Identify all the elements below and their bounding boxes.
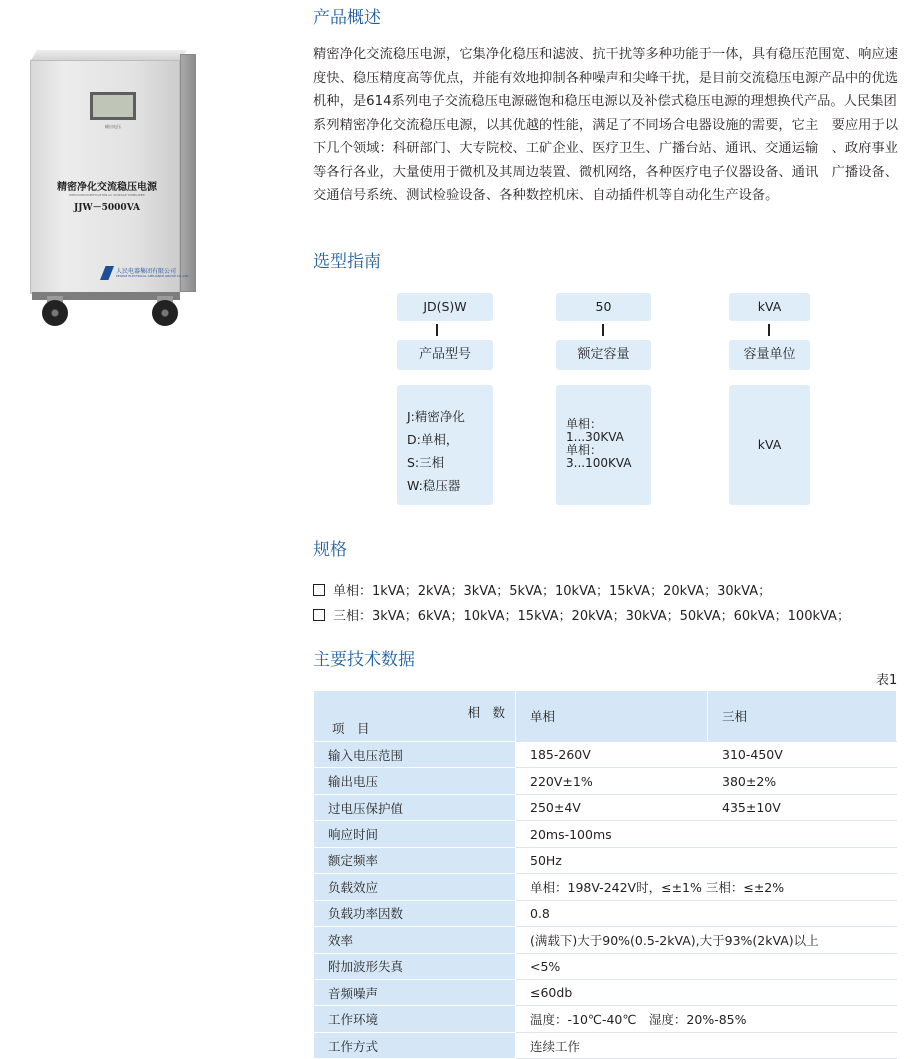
row-value: 50Hz <box>516 847 897 873</box>
table-row <box>314 794 897 820</box>
row-item: 过电压保护值 <box>314 794 516 820</box>
table-row <box>314 953 897 979</box>
model-code-box: JD(S)W <box>397 293 493 321</box>
wheel-left-icon <box>42 300 68 326</box>
header-item-label: 项 目 <box>332 721 370 736</box>
row-three-value: 380±2% <box>708 768 897 794</box>
table-row <box>314 768 897 794</box>
row-value: 单相：198V-242V时，≤±1% 三相：≤±2% <box>516 874 897 900</box>
capacity-code-connector <box>602 324 604 336</box>
lcd-label: 输出电压 <box>105 124 121 129</box>
table-row <box>314 900 897 926</box>
checkbox-icon <box>313 609 325 621</box>
unit-code-label: 容量单位 <box>729 340 810 370</box>
specs-heading: 规格 <box>313 540 347 560</box>
table-row <box>314 1032 897 1058</box>
capacity-code-label: 额定容量 <box>556 340 651 370</box>
unit-code-connector <box>768 324 770 336</box>
wheel-right-icon <box>152 300 178 326</box>
checkbox-icon <box>313 584 325 596</box>
header-diagonal-cell <box>314 691 516 742</box>
table-row <box>314 979 897 1005</box>
row-three-value: 435±10V <box>708 794 897 820</box>
company-logo-subtext: PEOPLE ELECTRICAL APPLIANCE GROUP CO.,LTD. <box>116 274 190 278</box>
row-value: 连续工作 <box>516 1032 897 1058</box>
table-row <box>314 847 897 873</box>
model-code-connector <box>436 324 438 336</box>
row-value: 温度：-10℃-40℃ 湿度：20%-85% <box>516 1006 897 1032</box>
row-item: 工作方式 <box>314 1032 516 1058</box>
row-value: <5% <box>516 953 897 979</box>
row-item: 响应时间 <box>314 821 516 847</box>
table-header-row <box>314 691 897 742</box>
row-item: 工作环境 <box>314 1006 516 1032</box>
row-item: 负载效应 <box>314 874 516 900</box>
capacity-code-desc: 单相： 1...30KVA 单相： 3...100KVA <box>566 417 632 470</box>
overview-heading: 产品概述 <box>313 8 381 28</box>
cabinet-model: JJW－5000VA <box>74 203 140 213</box>
row-single-value: 220V±1% <box>516 768 708 794</box>
table-row <box>314 874 897 900</box>
cabinet-name: 精密净化交流稳压电源 <box>57 182 157 193</box>
unit-code-box: kVA <box>729 293 810 321</box>
header-single-phase: 单相 <box>516 691 708 742</box>
row-item: 负载功率因数 <box>314 900 516 926</box>
header-three-phase: 三相 <box>708 691 897 742</box>
row-item: 附加波形失真 <box>314 953 516 979</box>
selection-heading: 选型指南 <box>313 252 381 272</box>
row-item: 音频噪声 <box>314 979 516 1005</box>
cabinet-subtitle: PRECISION PURIFICATION AC VOLTAGE STABILIZER <box>69 193 145 197</box>
table-number: 表1 <box>876 673 898 688</box>
tech-heading: 主要技术数据 <box>313 650 415 670</box>
spec-single-text: 单相：1kVA；2kVA；3kVA；5kVA；10kVA；15kVA；20kVA；30kVA； <box>333 584 772 599</box>
row-value: 0.8 <box>516 900 897 926</box>
row-item: 额定频率 <box>314 847 516 873</box>
row-item: 输出电压 <box>314 768 516 794</box>
capacity-code-box: 50 <box>556 293 651 321</box>
header-phase-label: 相 数 <box>467 705 505 720</box>
row-item: 效率 <box>314 927 516 953</box>
table-row <box>314 821 897 847</box>
spec-single-phase <box>313 580 771 599</box>
model-code-label: 产品型号 <box>397 340 493 370</box>
product-image <box>22 50 197 330</box>
row-single-value: 250±4V <box>516 794 708 820</box>
row-value: ≤60db <box>516 979 897 1005</box>
spec-three-text: 三相：3kVA；6kVA；10kVA；15kVA；20kVA；30kVA；50kVA；60kVA；100kVA； <box>333 609 850 624</box>
row-single-value: 185-260V <box>516 742 708 768</box>
tech-table <box>313 690 897 1059</box>
overview-paragraph: 精密净化交流稳压电源，它集净化稳压和滤波、抗干扰等多种功能于一体，具有稳压范围宽、响应速度快、稳压精度高等优点，并能有效地抑制各种噪声和尖峰干扰，是目前交流稳压电源产品中的优选机种，是614系列电子交流稳压电源磁饱和稳压电源以及补偿式稳压电源的理想换代产品。人民集团系列精密净化交流稳压电源，以其优越的性能，满足了不同场合电器设施的需要，它主 要应用于以下几个领域：科研部门、大专院校、工矿企业、医疗卫生、广播台站、通讯、交通运输 、政府事业等各行各业，大量使用于微机及其周边装置、微机网络，各种医疗电子仪器设备、通讯 广播设备、交通信号系统、测试检验设备、各种数控机床、自动插件机等自动化生产设备。 <box>313 47 899 203</box>
table-row <box>314 1006 897 1032</box>
company-logo-text: 人民电器集团有限公司 <box>116 268 177 275</box>
lcd-display <box>90 92 136 120</box>
model-code-desc: J:精密净化 D:单相， S:三相 W:稳压器 <box>397 385 493 505</box>
row-value: 20ms-100ms <box>516 821 897 847</box>
table-row <box>314 927 897 953</box>
row-three-value: 310-450V <box>708 742 897 768</box>
row-item: 输入电压范围 <box>314 742 516 768</box>
cabinet-side <box>180 54 196 292</box>
unit-code-desc: kVA <box>729 385 810 505</box>
table-row <box>314 742 897 768</box>
row-value: (满载下)大于90%(0.5-2kVA),大于93%(2kVA)以上 <box>516 927 897 953</box>
spec-three-phase <box>313 605 850 624</box>
capacity-code-desc-box <box>556 385 651 505</box>
